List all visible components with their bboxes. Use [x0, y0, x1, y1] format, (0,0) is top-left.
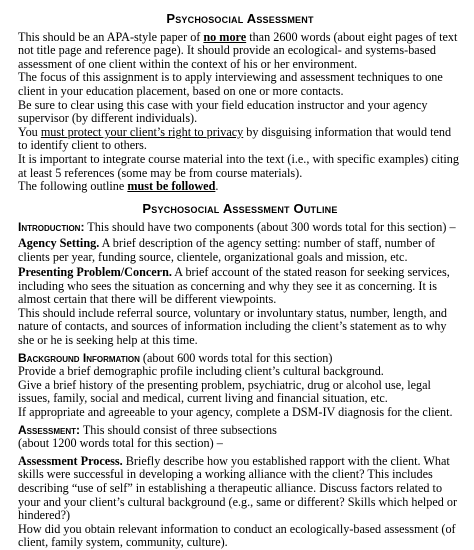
intro-paragraph-5: It is important to integrate course material into the text (i.e., with specific examples) citing at least 5 references (some may be from course materials). — [18, 151, 459, 180]
background-line-2: Give a brief history of the presenting problem, psychiatric, drug or alcohol use, legal issues, family, social and medical, current living and financial situation, etc. — [18, 377, 431, 406]
intro-paragraph-4 — [18, 126, 462, 153]
introduction-section — [18, 221, 462, 235]
background-line-1: Provide a brief demographic profile including client’s cultural background. — [18, 364, 384, 379]
intro-text: . — [215, 179, 219, 194]
intro-paragraph-6 — [18, 180, 462, 194]
presenting-problem-text: A brief account of the stated reason for seeking services, including who sees the situation as concerning and why they see it as concerning. It is almost certain that there will be different viewpoints. — [18, 265, 450, 307]
emphasis-privacy: must protect your client’s right to privacy — [40, 124, 244, 139]
presenting-problem-heading: Presenting Problem/Concern. — [18, 265, 172, 280]
intro-text: This should be an APA-style paper of — [18, 29, 204, 44]
introduction-text: This should have two components (about 300 words total for this section) – — [84, 220, 456, 235]
background-heading: Background Information — [18, 350, 140, 365]
intro-paragraph-1 — [18, 31, 462, 72]
background-line-3: If appropriate and agreeable to your agency, complete a DSM-IV diagnosis for the client. — [18, 405, 453, 420]
presenting-problem-details: This should include referral source, voluntary or involuntary status, number, length, and nature of contacts, and sources of information including the client’s statement as to why she or he is seeking help at this time. — [18, 305, 448, 348]
agency-setting-text: A brief description of the agency setting: number of staff, number of clients per year, funding source, clientele, organizational goals and mission, etc. — [18, 235, 436, 264]
intro-paragraph-2: The focus of this assignment is to apply interviewing and assessment techniques to one client in your education placement, based on one or more contacts. — [18, 70, 443, 98]
outline-title: Psychosocial Assessment Outline — [142, 200, 338, 216]
page-title: Psychosocial Assessment — [166, 11, 314, 26]
agency-setting-heading: Agency Setting. — [18, 235, 100, 250]
assessment-process-text: Briefly describe how you established rapport with the client. What skills were successful in developing a working alliance with the client? This includes describing “use of self” in establishing a therapeutic alliance. Discuss factors related to your and your client’s cultural background (e.g., same or different? Skills which helped or hindered?) — [18, 453, 458, 523]
intro-paragraph-3: Be sure to clear using this case with your field education instructor and your agency supervisor (by different individuals). — [18, 97, 428, 126]
emphasis-must-be-followed: must be followed — [127, 179, 216, 194]
presenting-problem — [18, 266, 462, 307]
intro-text: The following outline — [18, 179, 128, 194]
intro-text: than 2600 words (about eight pages of text not title page and reference page). It should provide an ecological- and systems-based assessment of one client within the context of his or her environment. — [18, 29, 458, 71]
assessment-process-details: How did you obtain relevant information to conduct an ecologically-based assessment (of client, family system, community, culture). — [18, 521, 456, 550]
assessment-process — [18, 455, 462, 523]
intro-text: by disguising information that would tend to identify client to others. — [18, 124, 452, 153]
intro-text: You — [18, 124, 41, 139]
emphasis-no-more: no more — [203, 29, 247, 44]
assessment-process-heading: Assessment Process. — [18, 453, 123, 468]
background-section — [18, 352, 462, 366]
assessment-section — [18, 424, 462, 438]
background-text: (about 600 words total for this section) — [139, 350, 333, 365]
assessment-heading: Assessment: — [18, 422, 81, 437]
assessment-text: This should consist of three subsections — [80, 422, 277, 437]
assessment-text-2: (about 1200 words total for this section) – — [18, 436, 223, 451]
introduction-heading: Introduction: — [18, 220, 85, 235]
agency-setting — [18, 237, 462, 264]
